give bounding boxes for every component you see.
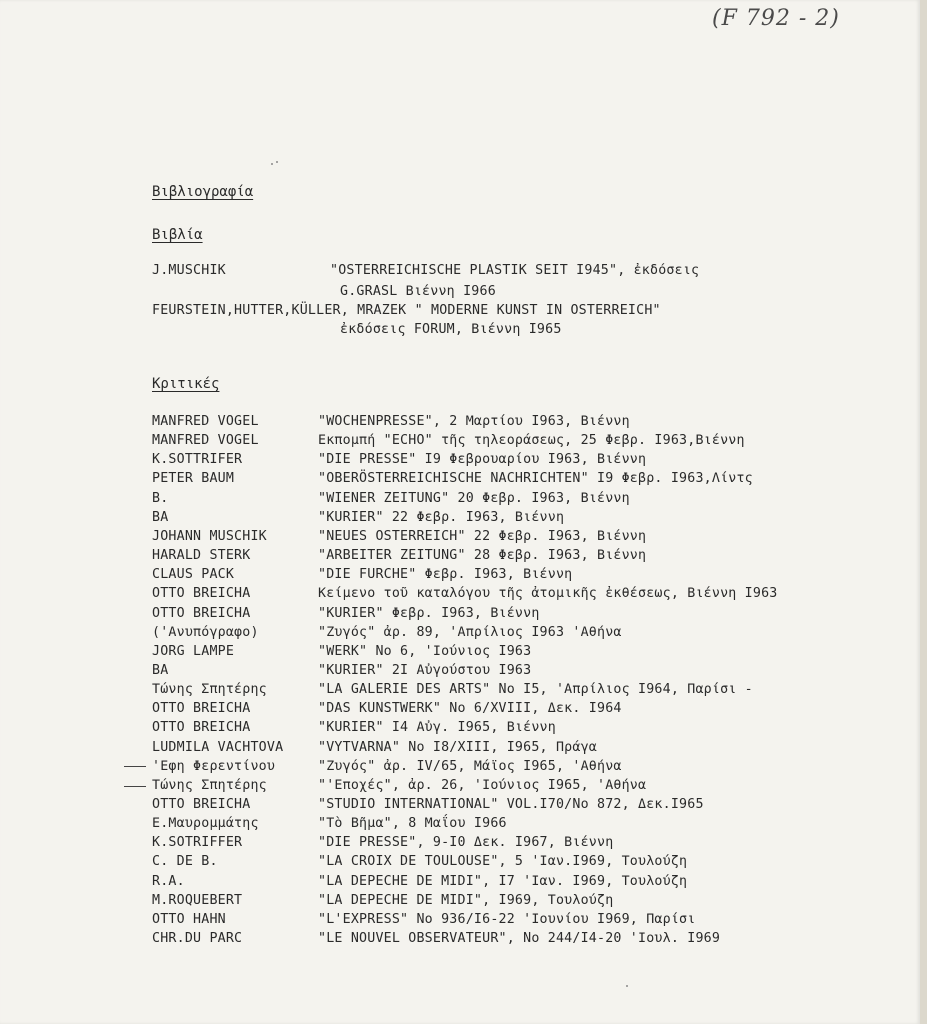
review-source: "KURIER" 2I Αὐγούστου I963 <box>318 663 532 678</box>
review-source: "LA DEPECHE DE MIDI", I969, Τουλούζη <box>318 893 614 908</box>
review-source: Εκπομπή "ECHO" τῆς τηλεοράσεως, 25 Φεβρ. I963,Βιέννη <box>318 433 745 448</box>
review-source: "DIE PRESSE", 9-I0 Δεκ. I967, Βιέννη <box>318 835 614 850</box>
review-critic: R.A. <box>152 874 185 889</box>
review-source: "OBERÖSTERREICHISCHE NACHRICHTEN" I9 Φεβρ. I963,Λίντς <box>318 471 753 486</box>
review-critic: JOHANN MUSCHIK <box>152 529 267 544</box>
review-critic: OTTO HAHN <box>152 912 226 927</box>
review-source: "Ζυγός" ἀρ. IV/65, Μάϊος I965, 'Αθήνα <box>318 759 622 774</box>
book-publisher: ἐκδόσεις FORUM, Βιέννη I965 <box>340 322 562 337</box>
review-source: "LA DEPECHE DE MIDI", I7 'Ιαν. I969, Τουλούζη <box>318 874 688 889</box>
review-source: "KURIER" I4 Αὐγ. I965, Βιέννη <box>318 720 556 735</box>
review-source: "KURIER" Φεβρ. I963, Βιέννη <box>318 606 540 621</box>
review-critic: K.SOTTRIFER <box>152 452 243 467</box>
review-source: "WERK" No 6, 'Ιούνιος I963 <box>318 644 532 659</box>
review-critic: BA <box>152 663 169 678</box>
review-source: "WOCHENPRESSE", 2 Μαρτίου I963, Βιέννη <box>318 414 630 429</box>
review-source: "LA GALERIE DES ARTS" No I5, 'Απρίλιος I964, Παρίσι - <box>318 682 753 697</box>
review-source: "Ζυγός" ἀρ. 89, 'Απρίλιος I963 'Αθήνα <box>318 625 622 640</box>
book-author-title: FEURSTEIN,HUTTER,KÜLLER, MRAZEK " MODERNE KUNST IN OSTERREICH" <box>152 303 661 318</box>
review-critic: CHR.DU PARC <box>152 931 243 946</box>
review-critic: C. DE B. <box>152 854 218 869</box>
margin-mark <box>124 786 146 787</box>
review-source: "LA CROIX DE TOULOUSE", 5 'Ιαν.I969, Τουλούζη <box>318 854 688 869</box>
review-source: "Τὸ Βῆμα", 8 Μαΐου I966 <box>318 816 507 831</box>
review-critic: OTTO BREICHA <box>152 606 251 621</box>
review-source: "WIENER ZEITUNG" 20 Φεβρ. I963, Βιέννη <box>318 491 630 506</box>
review-critic: LUDMILA VACHTOVA <box>152 740 284 755</box>
review-critic: 'Εφη Φερεντίνου <box>152 759 276 774</box>
margin-mark <box>124 766 146 767</box>
review-critic: Τώνης Σπητέρης <box>152 778 267 793</box>
bibliography-title: Βιβλιογραφία <box>152 184 254 200</box>
review-critic: MANFRED VOGEL <box>152 433 259 448</box>
review-critic: HARALD STERK <box>152 548 251 563</box>
review-critic: BA <box>152 510 169 525</box>
review-critic: M.ROQUEBERT <box>152 893 243 908</box>
book-publisher: G.GRASL Βιέννη I966 <box>340 284 496 299</box>
review-source: "STUDIO INTERNATIONAL" VOL.I70/No 872, Δεκ.I965 <box>318 797 704 812</box>
book-author: J.MUSCHIK <box>152 263 226 278</box>
review-source: "ARBEITER ZEITUNG" 28 Φεβρ. I963, Βιέννη <box>318 548 647 563</box>
review-source: "L'EXPRESS" No 936/I6-22 'Ιουνίου I969, Παρίσι <box>318 912 696 927</box>
review-critic: JORG LAMPE <box>152 644 235 659</box>
review-source: "DIE PRESSE" I9 Φεβρουαρίου I963, Βιέννη <box>318 452 647 467</box>
review-critic: Ε.Μαυρομμάτης <box>152 816 259 831</box>
review-critic: OTTO BREICHA <box>152 720 251 735</box>
archive-reference-note: (F 792 - 2) <box>712 6 840 31</box>
review-source: "NEUES OSTERREICH" 22 Φεβρ. I963, Βιέννη <box>318 529 647 544</box>
review-critic: OTTO BREICHA <box>152 586 251 601</box>
review-critic: OTTO BREICHA <box>152 797 251 812</box>
review-critic: MANFRED VOGEL <box>152 414 259 429</box>
review-source: "'Εποχές", ἀρ. 26, 'Ιούνιος I965, 'Αθήνα <box>318 778 647 793</box>
review-critic: OTTO BREICHA <box>152 701 251 716</box>
reviews-heading: Κριτικές <box>152 376 220 392</box>
review-critic: CLAUS PACK <box>152 567 235 582</box>
review-critic: PETER BAUM <box>152 471 235 486</box>
review-source: "KURIER" 22 Φεβρ. I963, Βιέννη <box>318 510 565 525</box>
review-critic: Τώνης Σπητέρης <box>152 682 267 697</box>
review-critic: K.SOTRIFFER <box>152 835 243 850</box>
book-title: "OSTERREICHISCHE PLASTIK SEIT I945", ἐκδόσεις <box>330 263 700 278</box>
review-source: "LE NOUVEL OBSERVATEUR", No 244/I4-20 'Ιουλ. I969 <box>318 931 721 946</box>
review-source: Κείμενο τοῦ καταλόγου τῆς ἀτομικῆς ἐκθέσεως, Βιέννη I963 <box>318 586 778 601</box>
page-edge <box>920 0 927 1024</box>
review-source: "DIE FURCHE" Φεβρ. I963, Βιέννη <box>318 567 573 582</box>
review-source: "VYTVARNA" No I8/XIII, I965, Πράγα <box>318 740 597 755</box>
review-critic: B. <box>152 491 169 506</box>
review-source: "DAS KUNSTWERK" No 6/XVIII, Δεκ. I964 <box>318 701 622 716</box>
review-critic: ('Ανυπόγραφο) <box>152 625 259 640</box>
books-heading: Βιβλία <box>152 227 203 243</box>
